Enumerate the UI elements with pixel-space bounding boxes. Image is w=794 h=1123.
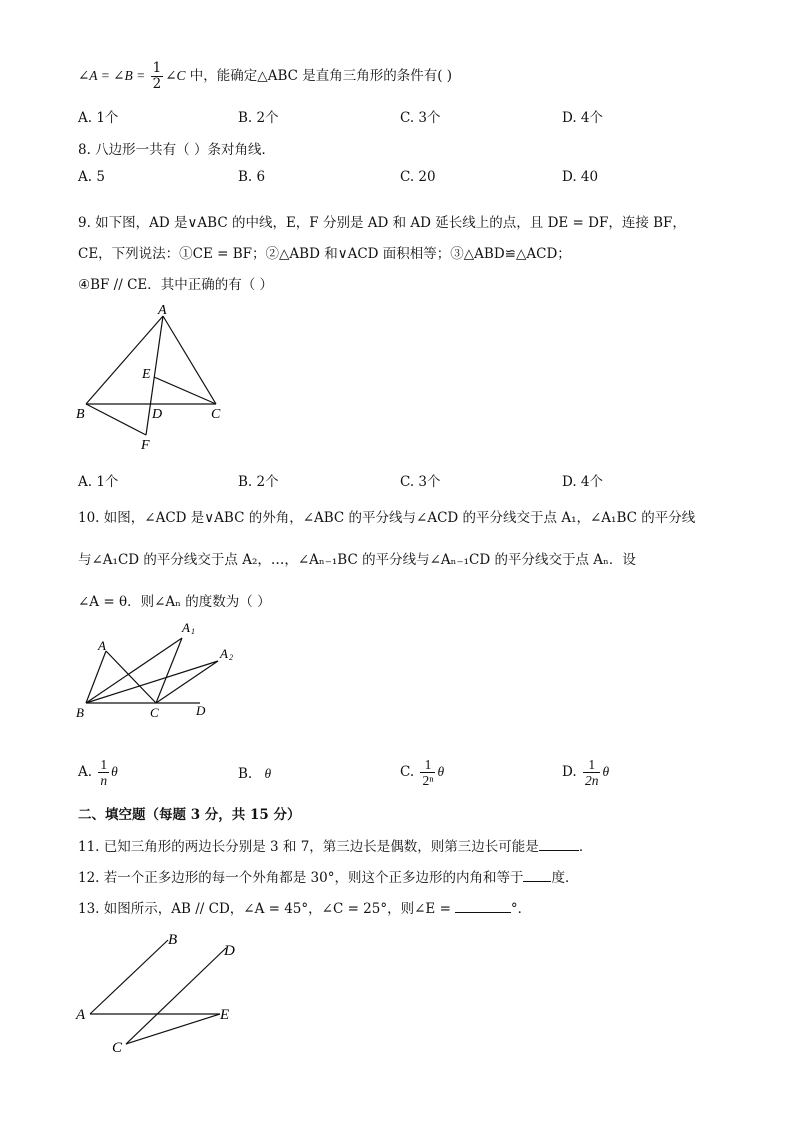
q13-label-d: D — [224, 943, 235, 959]
q13-seg-ce — [126, 1014, 220, 1044]
q9-seg-ac — [163, 316, 216, 404]
q10-option-a[interactable] — [78, 758, 118, 787]
q7-option-b[interactable]: B. 2个 — [238, 110, 279, 126]
q10-option-a-fraction — [98, 758, 109, 787]
q10-option-d-fraction — [583, 758, 601, 787]
q10-label-b: B — [76, 705, 84, 720]
q10-option-b-letter: B. — [238, 766, 253, 782]
q13-label-c: C — [112, 1040, 123, 1056]
q9-line-2: CE，下列说法：①CE = BF；②△ABD 和∨ACD 面积相等；③△ABD≌△ACD； — [78, 246, 571, 262]
q11-text-end: ． — [578, 839, 593, 855]
q10-seg-ac — [106, 651, 156, 703]
q9-option-d[interactable]: D. 4个 — [562, 474, 604, 490]
q10-option-c-fraction — [420, 758, 435, 787]
q10-label-a2-sub: 2 — [229, 653, 233, 662]
q11 — [78, 835, 592, 855]
q7-text: 中，能确定△ABC 是直角三角形的条件有( ) — [185, 68, 453, 84]
q7-condition — [78, 62, 452, 91]
q7-cond-pre: ∠A = ∠B = — [78, 68, 149, 83]
q13-answer-blank[interactable] — [455, 900, 511, 913]
q13 — [78, 897, 531, 917]
q10-option-c-letter: C. — [400, 764, 415, 780]
q10-seg-ba2 — [86, 661, 218, 703]
q9-option-c[interactable]: C. 3个 — [400, 474, 441, 490]
q9-figure — [70, 302, 240, 452]
q13-text-end: °． — [510, 901, 532, 917]
q7-option-c[interactable]: C. 3个 — [400, 110, 441, 126]
q9-line-3: ④BF // CE．其中正确的有（ ） — [78, 277, 274, 293]
q10-option-a-letter: A. — [78, 764, 93, 780]
q12-text-end: 度． — [551, 870, 579, 886]
q10-option-a-num: 1 — [100, 757, 108, 772]
q13-label-b: B — [168, 932, 178, 948]
q10-option-d-letter: D. — [562, 764, 577, 780]
q8-text: 8. 八边形一共有（ ）条对角线． — [78, 142, 275, 158]
q7-cond-post: ∠C — [165, 68, 186, 83]
q7-frac-num: 1 — [152, 60, 162, 76]
q10-option-c[interactable] — [400, 758, 444, 787]
q10-option-b[interactable] — [238, 766, 271, 782]
q9-seg-ce — [154, 377, 216, 404]
q10-label-a1: A — [182, 620, 190, 635]
q9-label-d: D — [152, 407, 163, 422]
q10-option-b-theta: θ — [264, 766, 272, 781]
q9-label-e: E — [142, 367, 151, 382]
q9-line-1: 9. 如下图，AD 是∨ABC 的中线，E，F 分别是 AD 和 AD 延长线上的点，且 DE = DF，连接 BF， — [78, 215, 686, 231]
q13-label-a: A — [76, 1007, 86, 1023]
q10-option-c-den: 2ⁿ — [422, 772, 434, 788]
q10-option-d-num: 1 — [588, 757, 596, 772]
q10-label-a: A — [98, 638, 106, 653]
q10-line-3: ∠A = θ．则∠Aₙ 的度数为（ ） — [78, 594, 271, 610]
q10-option-a-den: n — [100, 772, 108, 788]
q10-label-c: C — [150, 705, 159, 720]
q7-fraction — [151, 62, 164, 91]
q13-seg-ab — [90, 940, 168, 1014]
q13-label-e: E — [220, 1007, 230, 1023]
q9-label-f: F — [141, 438, 150, 452]
q10-figure — [70, 616, 240, 724]
q10-label-d: D — [196, 703, 206, 718]
q8-option-b[interactable]: B. 6 — [238, 169, 266, 185]
q9-label-c: C — [211, 407, 221, 422]
q9-seg-ab — [86, 316, 163, 404]
q13-text: 13. 如图所示，AB // CD，∠A = 45°，∠C = 25°，则∠E = — [78, 901, 451, 917]
q13-figure — [70, 926, 250, 1058]
q10-label-a2: A — [220, 646, 228, 661]
q10-option-d-den: 2n — [584, 772, 599, 788]
q12-answer-blank[interactable] — [523, 869, 551, 882]
q9-label-b: B — [76, 407, 85, 422]
q10-option-d[interactable] — [562, 758, 609, 787]
q8-option-c[interactable]: C. 20 — [400, 169, 436, 185]
q9-option-b[interactable]: B. 2个 — [238, 474, 279, 490]
q10-option-a-theta: θ — [111, 764, 118, 779]
q8-option-d[interactable]: D. 40 — [562, 169, 599, 185]
q9-seg-bf — [86, 404, 146, 435]
q9-option-a[interactable]: A. 1个 — [78, 474, 119, 490]
q10-seg-ab — [86, 651, 106, 703]
q10-option-c-num: 1 — [424, 757, 432, 772]
q7-option-d[interactable]: D. 4个 — [562, 110, 604, 126]
q12-text: 12. 若一个正多边形的每一个外角都是 30°，则这个正多边形的内角和等于 — [78, 870, 524, 886]
q11-text: 11. 已知三角形的两边长分别是 3 和 7，第三边长是偶数，则第三边长可能是 — [78, 839, 539, 855]
section-2-title: 二、填空题（每题 3 分，共 15 分） — [78, 807, 301, 823]
q10-option-d-theta: θ — [602, 764, 610, 779]
q10-line-1: 10. 如图，∠ACD 是∨ABC 的外角，∠ABC 的平分线与∠ACD 的平分线交于点 A₁，∠A₁BC 的平分线 — [78, 510, 696, 526]
q11-answer-blank[interactable] — [539, 838, 579, 851]
q13-seg-cd — [126, 948, 226, 1044]
q7-frac-den: 2 — [152, 75, 162, 92]
q10-seg-ca1 — [156, 638, 182, 703]
q10-option-c-theta: θ — [437, 764, 445, 779]
q7-option-a[interactable]: A. 1个 — [78, 110, 119, 126]
q10-label-a1-sub: 1 — [191, 627, 195, 636]
q8-option-a[interactable]: A. 5 — [78, 169, 105, 185]
q10-line-2: 与∠A₁CD 的平分线交于点 A₂，…，∠Aₙ₋₁BC 的平分线与∠Aₙ₋₁CD 的平分线交于点 Aₙ．设 — [78, 552, 636, 568]
q10-seg-ca2 — [156, 661, 218, 703]
q9-label-a: A — [158, 303, 167, 318]
q12 — [78, 866, 578, 886]
